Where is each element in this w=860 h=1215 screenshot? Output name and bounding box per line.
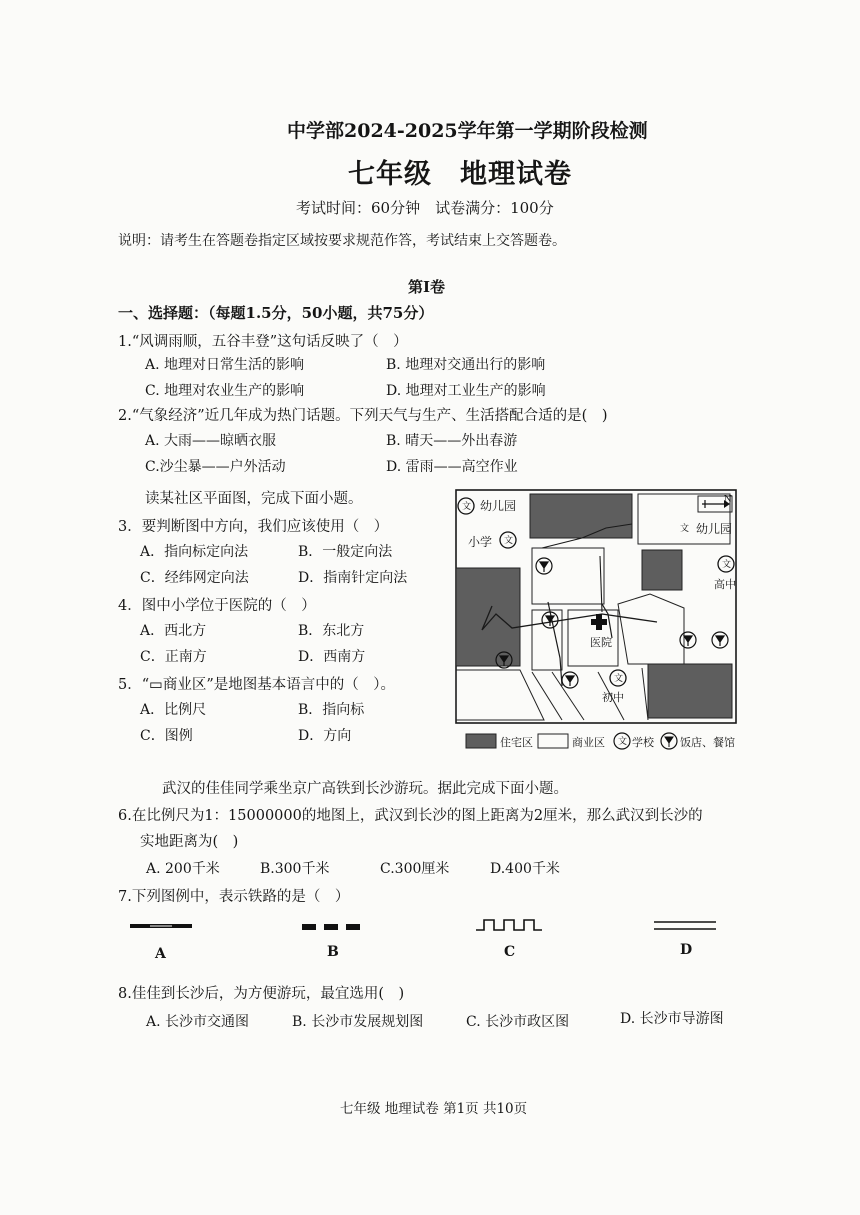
school-symbol: 文 xyxy=(462,502,472,512)
question-7-stem: 7.下列图例中，表示铁路的是（ ） xyxy=(118,889,350,905)
school-symbol: 文 xyxy=(614,674,624,684)
junior-high-label: 初中 xyxy=(602,691,624,704)
choice-label-a: A xyxy=(155,946,166,962)
legend-school: 学校 xyxy=(632,736,654,749)
question-4-option-b: B．东北方 xyxy=(298,623,365,639)
question-8-option-a: A. 长沙市交通图 xyxy=(146,1014,250,1030)
question-3-option-b: B．一般定向法 xyxy=(298,544,393,560)
section-title: 一、选择题：（每题1.5分，50小题，共75分） xyxy=(118,304,434,322)
school-symbol: 文 xyxy=(680,524,690,534)
north-label: N xyxy=(724,495,732,505)
legend-commercial: 商业区 xyxy=(572,736,605,749)
question-4-option-c: C．正南方 xyxy=(140,649,207,665)
question-6-stem: 6.在比例尺为1：15000000的地图上，武汉到长沙的图上距离为2厘米，那么武汉到长沙的 xyxy=(118,808,703,824)
question-8-option-b: B. 长沙市发展规划图 xyxy=(292,1014,424,1030)
instructions: 说明：请考生在答题卷指定区域按要求规范作答，考试结束上交答题卷。 xyxy=(118,233,566,249)
question-3-option-c: C．经纬网定向法 xyxy=(140,570,249,586)
question-6-option-a: A. 200千米 xyxy=(146,861,220,877)
question-1-option-a: A. 地理对日常生活的影响 xyxy=(145,357,305,373)
choice-label-c: C xyxy=(504,944,516,960)
question-4-stem: 4．图中小学位于医院的（ ） xyxy=(118,598,316,614)
question-8-stem: 8.佳佳到长沙后，为方便游玩，最宜选用( ) xyxy=(118,986,405,1002)
question-6-option-c: C.300厘米 xyxy=(380,861,450,877)
choice-label-b: B xyxy=(327,944,339,960)
question-4-option-d: D．西南方 xyxy=(298,649,366,665)
question-4-option-a: A．西北方 xyxy=(140,623,207,639)
question-5-option-c: C．图例 xyxy=(140,728,193,744)
legend-symbol-a xyxy=(130,918,194,937)
question-2-stem: 2.“气象经济”近几年成为热门话题。下列天气与生产、生活搭配合适的是( ) xyxy=(118,408,608,424)
question-5-option-b: B．指向标 xyxy=(298,702,365,718)
page-footer: 七年级 地理试卷 第1页 共10页 xyxy=(340,1101,528,1117)
reading-prompt-2: 武汉的佳佳同学乘坐京广高铁到长沙游玩。据此完成下面小题。 xyxy=(162,781,568,797)
legend-residential: 住宅区 xyxy=(500,736,533,749)
question-1-option-d: D. 地理对工业生产的影响 xyxy=(386,383,546,399)
choice-label-d: D xyxy=(680,942,693,958)
legend-symbol-b xyxy=(302,918,366,937)
question-2-option-a: A. 大雨——晾晒衣服 xyxy=(145,433,277,449)
question-8-option-d: D. 长沙市导游图 xyxy=(620,1011,724,1027)
kindergarten-label-1: 幼儿园 xyxy=(480,499,517,513)
legend-restaurant: 饭店、餐馆 xyxy=(680,736,735,749)
exam-title: 中学部2024-2025学年第一学期阶段检测 xyxy=(287,120,648,142)
part-title: 第Ⅰ卷 xyxy=(408,278,446,296)
high-school-label: 高中 xyxy=(714,578,736,591)
question-2-option-c: C.沙尘暴——户外活动 xyxy=(145,459,286,475)
question-1-stem: 1.“风调雨顺，五谷丰登”这句话反映了（ ） xyxy=(118,334,408,350)
reading-prompt-1: 读某社区平面图，完成下面小题。 xyxy=(145,491,363,507)
legend-symbol-d xyxy=(654,918,718,937)
question-3-stem: 3．要判断图中方向，我们应该使用（ ） xyxy=(118,519,389,535)
kindergarten-label-2: 幼儿园 xyxy=(696,522,733,536)
legend-symbol-c xyxy=(474,916,546,938)
question-6-option-d: D.400千米 xyxy=(490,861,560,877)
question-2-option-b: B. 晴天——外出春游 xyxy=(386,433,518,449)
question-1-option-c: C. 地理对农业生产的影响 xyxy=(145,383,305,399)
residential-block-1 xyxy=(530,494,632,538)
question-6-stem-continued: 实地距离为( ) xyxy=(140,834,239,850)
question-6-option-b: B.300千米 xyxy=(260,861,330,877)
school-symbol: 文 xyxy=(504,536,514,546)
question-5-option-a: A．比例尺 xyxy=(140,702,207,718)
school-symbol: 文 xyxy=(722,560,732,570)
primary-school-label: 小学 xyxy=(468,535,493,549)
exam-info: 考试时间：60分钟 试卷满分：100分 xyxy=(296,199,554,217)
question-1-option-b: B. 地理对交通出行的影响 xyxy=(386,357,546,373)
question-3-option-a: A．指向标定向法 xyxy=(140,544,249,560)
community-map xyxy=(452,488,742,756)
question-3-option-d: D．指南针定向法 xyxy=(298,570,408,586)
paper-subtitle: 七年级 地理试卷 xyxy=(348,159,572,190)
question-5-option-d: D．方向 xyxy=(298,728,352,744)
question-5-stem: 5．“▭商业区”是地图基本语言中的（ ）。 xyxy=(118,677,395,693)
question-2-option-d: D. 雷雨——高空作业 xyxy=(386,459,518,475)
question-8-option-c: C. 长沙市政区图 xyxy=(466,1014,570,1030)
school-symbol: 文 xyxy=(618,737,628,747)
hospital-label: 医院 xyxy=(590,636,612,649)
